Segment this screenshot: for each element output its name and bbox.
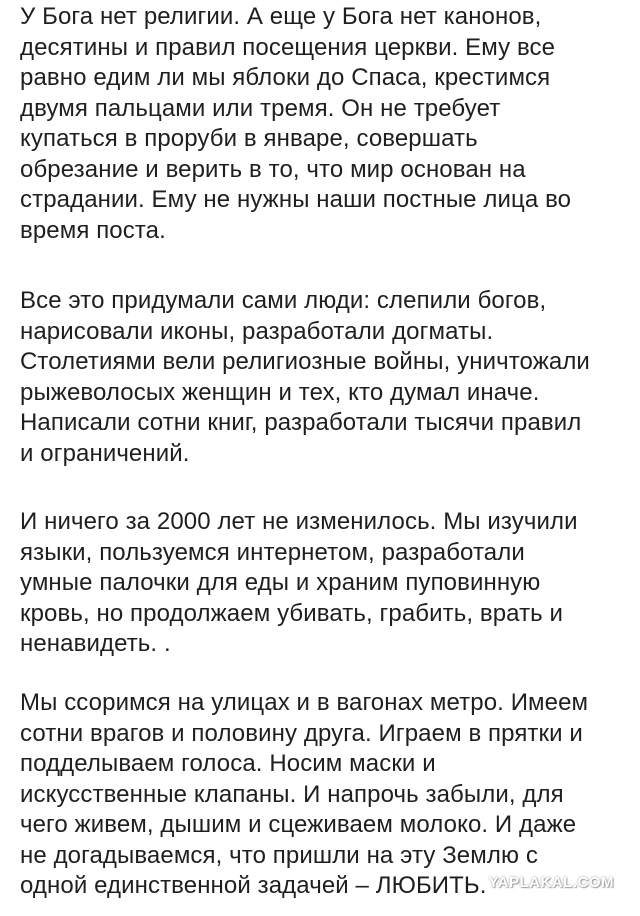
paragraph-3: И ничего за 2000 лет не изменилось. Мы изучили языки, пользуемся интернетом, разработали умные палочки для еды и храним пуповинную кровь, но продолжаем убивать, грабить, врать и ненавидеть. .	[20, 508, 578, 657]
site-watermark: YAPLAKAL.COM	[488, 874, 614, 891]
paragraph-2: Все это придумали сами люди: слепили богов, нарисовали иконы, разработали догматы. Столетиями вели религиозные войны, уничтожали рыжеволосых женщин и тех, кто думал иначе. Написали сотни книг, разработали тысячи правил и ограничений.	[20, 287, 590, 467]
paragraph-4: Мы ссоримся на улицах и в вагонах метро. Имеем сотни врагов и половину друга. Играем в прятки и подделываем голоса. Носим маски и искусственные клапаны. И напрочь забыли, для чего живем, дышим и сцеживаем молоко. И даже не догадываемся, что пришли на эту Землю с одной единственной задачей – ЛЮБИТЬ.	[20, 689, 589, 899]
paragraph-1: У Бога нет религии. А еще у Бога нет канонов, десятины и правил посещения церкви. Ему все равно едим ли мы яблоки до Спаса, крестимся двумя пальцами или тремя. Он не требует купаться в проруби в январе, совершать обрезание и верить в то, что мир основан на страдании. Ему не нужны наши постные лица во время поста.	[20, 3, 572, 244]
